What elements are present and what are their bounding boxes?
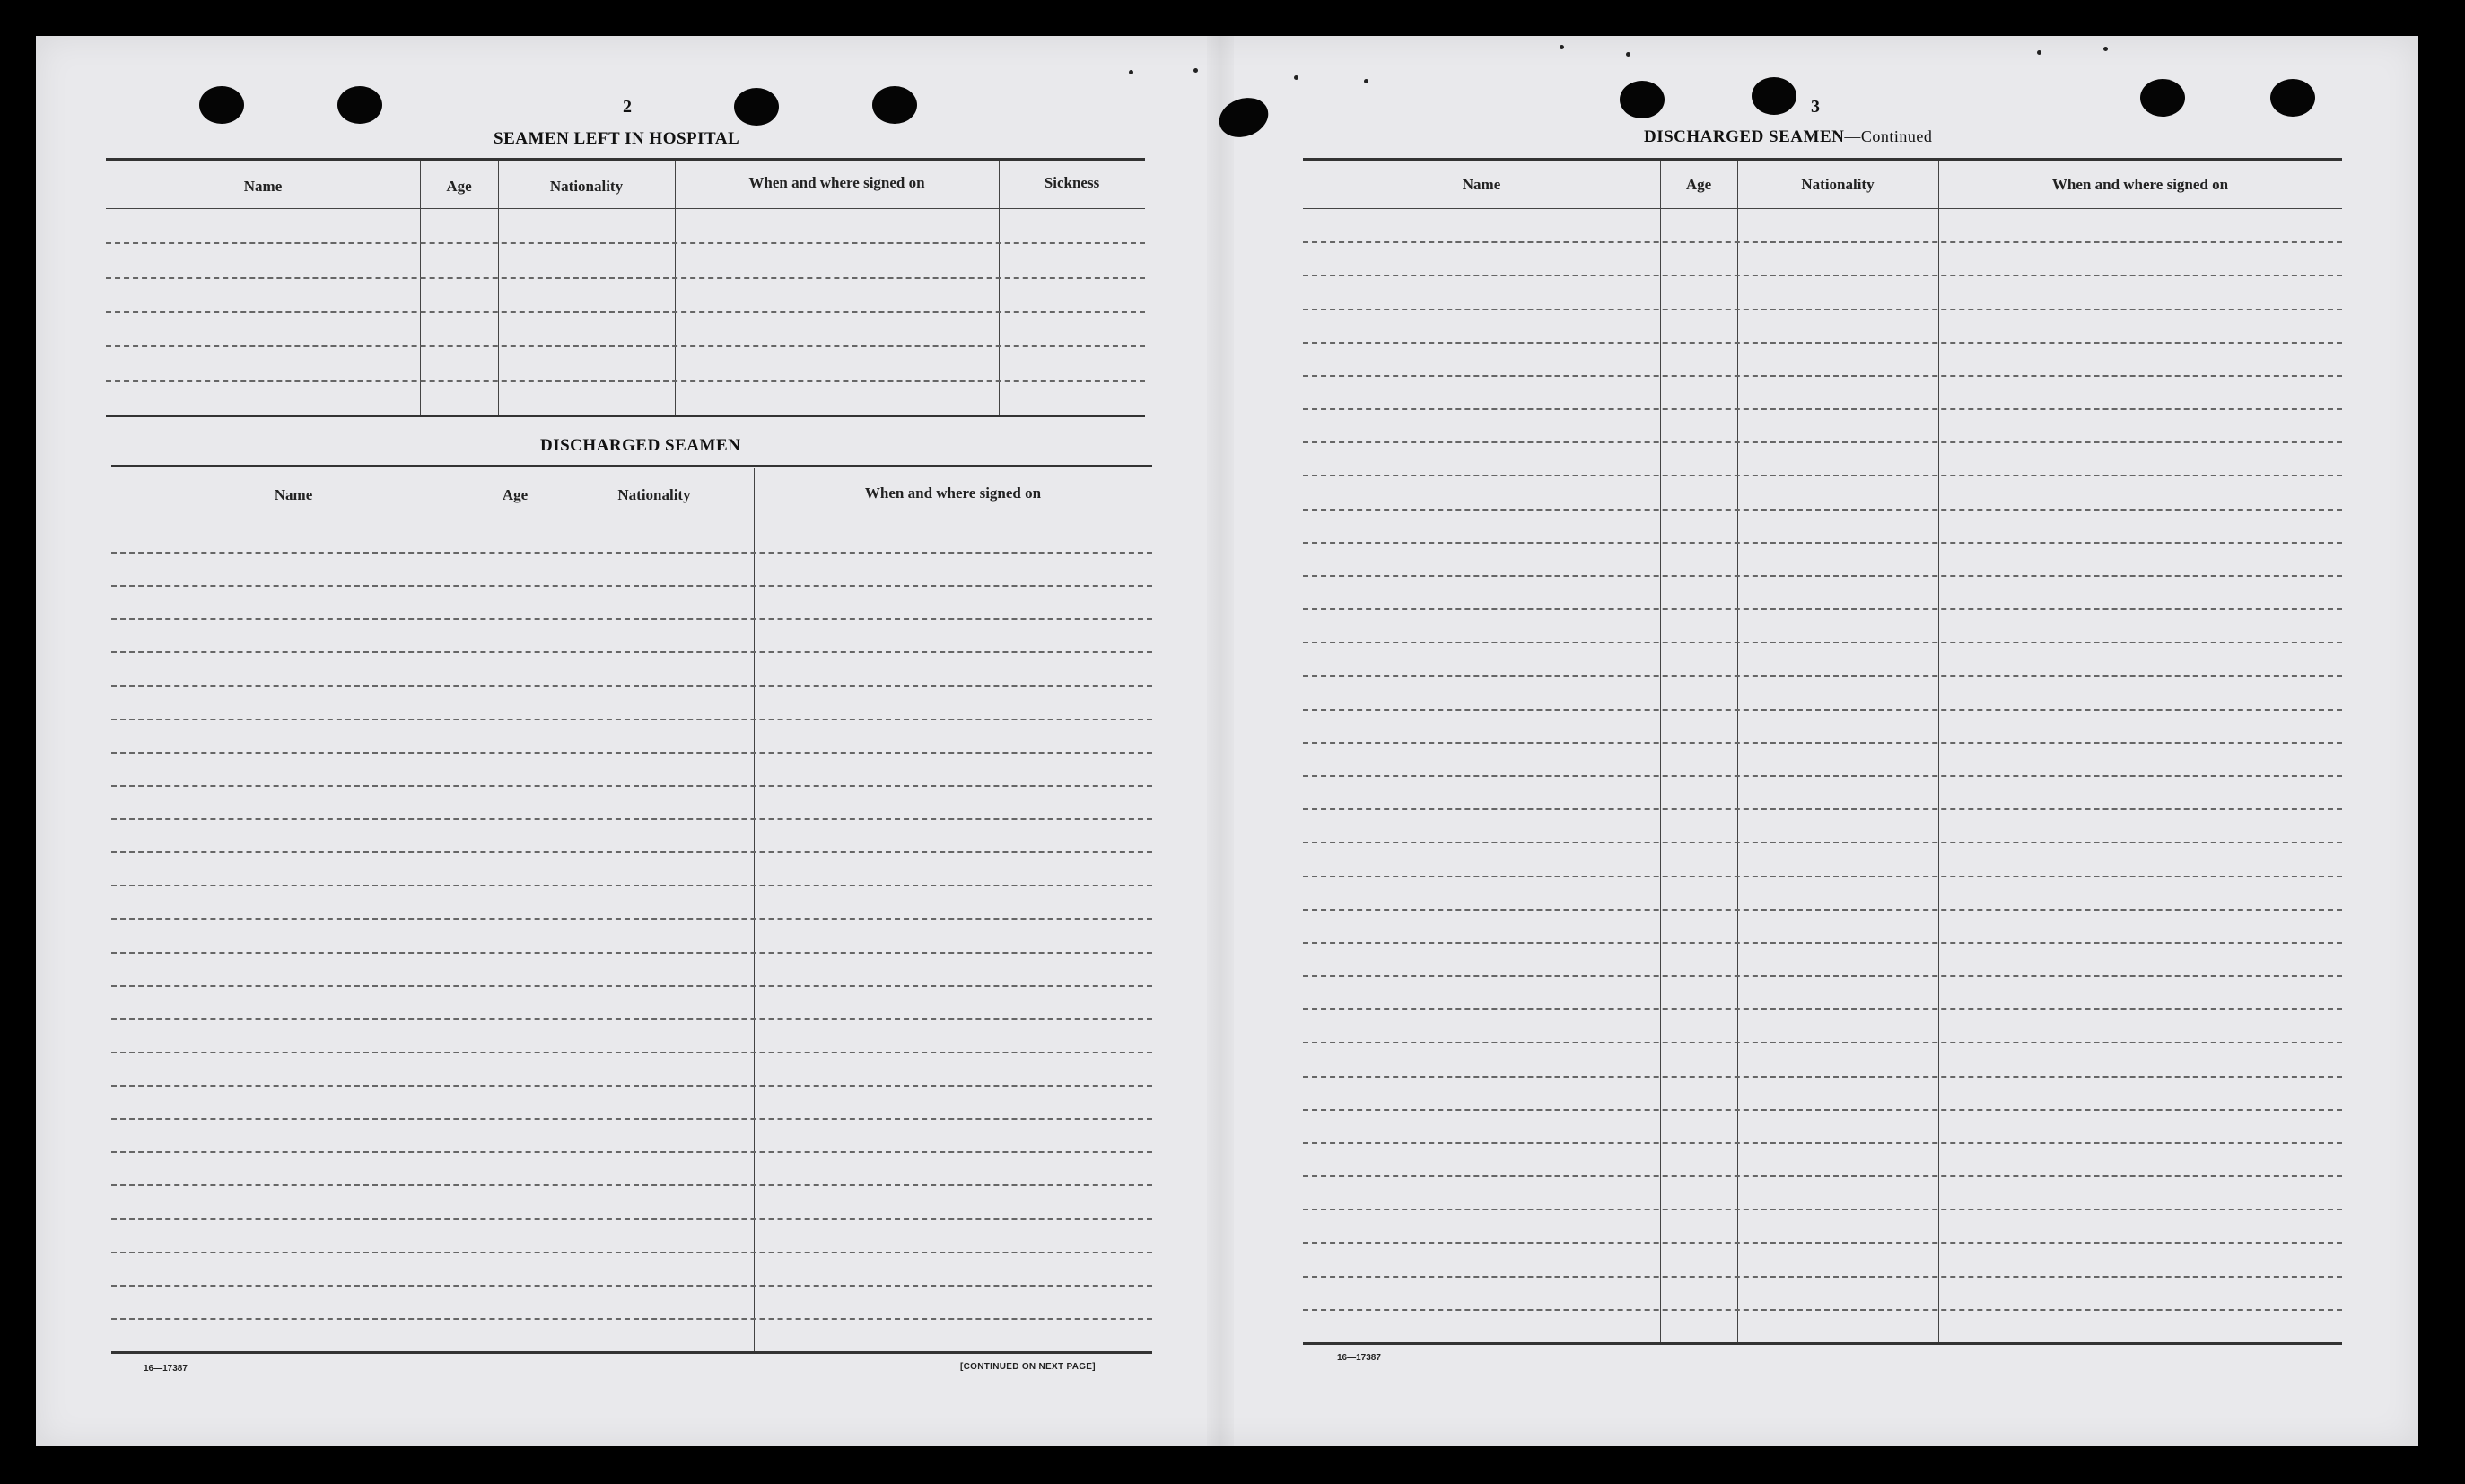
- table-row-rule: [1303, 475, 2342, 476]
- table-row-rule: [1303, 842, 2342, 843]
- continued-note: [CONTINUED ON NEXT PAGE]: [960, 1362, 1096, 1372]
- table-row-rule: [1303, 608, 2342, 610]
- page-number-right: 3: [1811, 97, 1820, 117]
- table-row-rule: [111, 1318, 1152, 1320]
- page-fold: [1207, 36, 1234, 1446]
- column-header-nationality: Nationality: [1801, 176, 1875, 193]
- table-row-rule: [1303, 1008, 2342, 1010]
- table-row-rule: [1303, 441, 2342, 443]
- column-header-age: Age: [446, 178, 472, 195]
- table-row-rule: [1303, 1209, 2342, 1210]
- speck: [2037, 50, 2041, 55]
- table-row-rule: [1303, 675, 2342, 677]
- hospital-table: [106, 158, 1145, 422]
- table-row-rule: [106, 311, 1145, 313]
- table-row-rule: [106, 277, 1145, 279]
- discharged-section-title: DISCHARGED SEAMEN: [540, 436, 741, 455]
- hospital-section-title: SEAMEN LEFT IN HOSPITAL: [494, 129, 740, 148]
- column-header-when-where: When and where signed on: [2051, 176, 2229, 193]
- table-row-rule: [1303, 942, 2342, 944]
- table-row-rule: [1303, 909, 2342, 911]
- table-row-rule: [1303, 709, 2342, 711]
- table-row-rule: [1303, 876, 2342, 877]
- table-row-rule: [1303, 1109, 2342, 1111]
- speck: [1626, 52, 1630, 57]
- table-row-rule: [111, 651, 1152, 653]
- table-row-rule: [111, 618, 1152, 620]
- table-row-rule: [111, 1052, 1152, 1053]
- table-row-rule: [1303, 575, 2342, 577]
- table-row-rule: [1303, 342, 2342, 344]
- table-row-rule: [111, 1118, 1152, 1120]
- speck: [2103, 47, 2108, 51]
- column-header-sickness: Sickness: [1044, 174, 1100, 191]
- table-row-rule: [111, 1184, 1152, 1186]
- table-row-rule: [111, 1151, 1152, 1153]
- table-row-rule: [1303, 775, 2342, 777]
- table-row-rule: [111, 752, 1152, 754]
- table-row-rule: [1303, 542, 2342, 544]
- table-row-rule: [111, 1252, 1152, 1253]
- table-row-rule: [111, 818, 1152, 820]
- table-row-rule: [1303, 1076, 2342, 1078]
- column-header-name: Name: [1462, 176, 1501, 193]
- form-code-right: 16—17387: [1337, 1353, 1381, 1363]
- table-row-rule: [1303, 1142, 2342, 1144]
- table-row-rule: [111, 552, 1152, 554]
- table-row-rule: [106, 380, 1145, 382]
- punch-hole: [2270, 79, 2315, 117]
- column-header-nationality: Nationality: [617, 486, 691, 503]
- column-header-nationality: Nationality: [549, 178, 624, 195]
- column-header-name: Name: [243, 178, 283, 195]
- table-row-rule: [1303, 742, 2342, 744]
- punch-hole: [2140, 79, 2185, 117]
- column-header-when-where: When and where signed on: [864, 484, 1042, 502]
- table-row-rule: [1303, 642, 2342, 643]
- punch-hole: [1752, 77, 1796, 115]
- punch-hole: [734, 88, 779, 126]
- discharged-continued-title: [1644, 127, 1932, 147]
- speck: [1193, 68, 1198, 73]
- table-row-rule: [1303, 1309, 2342, 1311]
- discharged-continued-title-main: DISCHARGED SEAMEN: [1644, 127, 1845, 146]
- table-row-rule: [111, 719, 1152, 720]
- table-row-rule: [1303, 808, 2342, 810]
- table-row-rule: [1303, 408, 2342, 410]
- table-row-rule: [111, 1218, 1152, 1220]
- table-row-rule: [111, 885, 1152, 886]
- table-row-rule: [1303, 275, 2342, 276]
- punch-hole: [1620, 81, 1665, 118]
- table-row-rule: [111, 985, 1152, 987]
- column-header-name: Name: [274, 486, 313, 503]
- table-row-rule: [111, 1085, 1152, 1087]
- punch-hole: [199, 86, 244, 124]
- punch-hole: [872, 86, 917, 124]
- table-row-rule: [106, 345, 1145, 347]
- table-row-rule: [1303, 1175, 2342, 1177]
- table-row-rule: [111, 1285, 1152, 1287]
- table-row-rule: [1303, 309, 2342, 310]
- table-row-rule: [106, 242, 1145, 244]
- discharged-continued-table: [1303, 158, 2342, 1348]
- table-row-rule: [111, 785, 1152, 787]
- page-number-left: 2: [623, 97, 632, 117]
- column-header-when-where: When and where signed on: [748, 174, 925, 191]
- table-row-rule: [111, 1018, 1152, 1020]
- discharged-table: [111, 465, 1152, 1355]
- discharged-continued-suffix: —Continued: [1844, 127, 1933, 145]
- speck: [1294, 75, 1298, 80]
- table-row-rule: [1303, 1042, 2342, 1043]
- punch-hole: [337, 86, 382, 124]
- speck: [1129, 70, 1133, 74]
- speck: [1364, 79, 1368, 83]
- form-code-left: 16—17387: [144, 1364, 188, 1374]
- column-header-age: Age: [1685, 176, 1712, 193]
- table-row-rule: [111, 952, 1152, 954]
- column-header-age: Age: [502, 486, 529, 503]
- table-row-rule: [1303, 241, 2342, 243]
- table-row-rule: [1303, 1276, 2342, 1278]
- table-row-rule: [1303, 1242, 2342, 1244]
- speck: [1560, 45, 1564, 49]
- table-row-rule: [111, 851, 1152, 853]
- table-row-rule: [111, 585, 1152, 587]
- table-row-rule: [1303, 509, 2342, 511]
- table-row-rule: [111, 685, 1152, 687]
- table-row-rule: [1303, 975, 2342, 977]
- table-row-rule: [111, 918, 1152, 920]
- table-row-rule: [1303, 375, 2342, 377]
